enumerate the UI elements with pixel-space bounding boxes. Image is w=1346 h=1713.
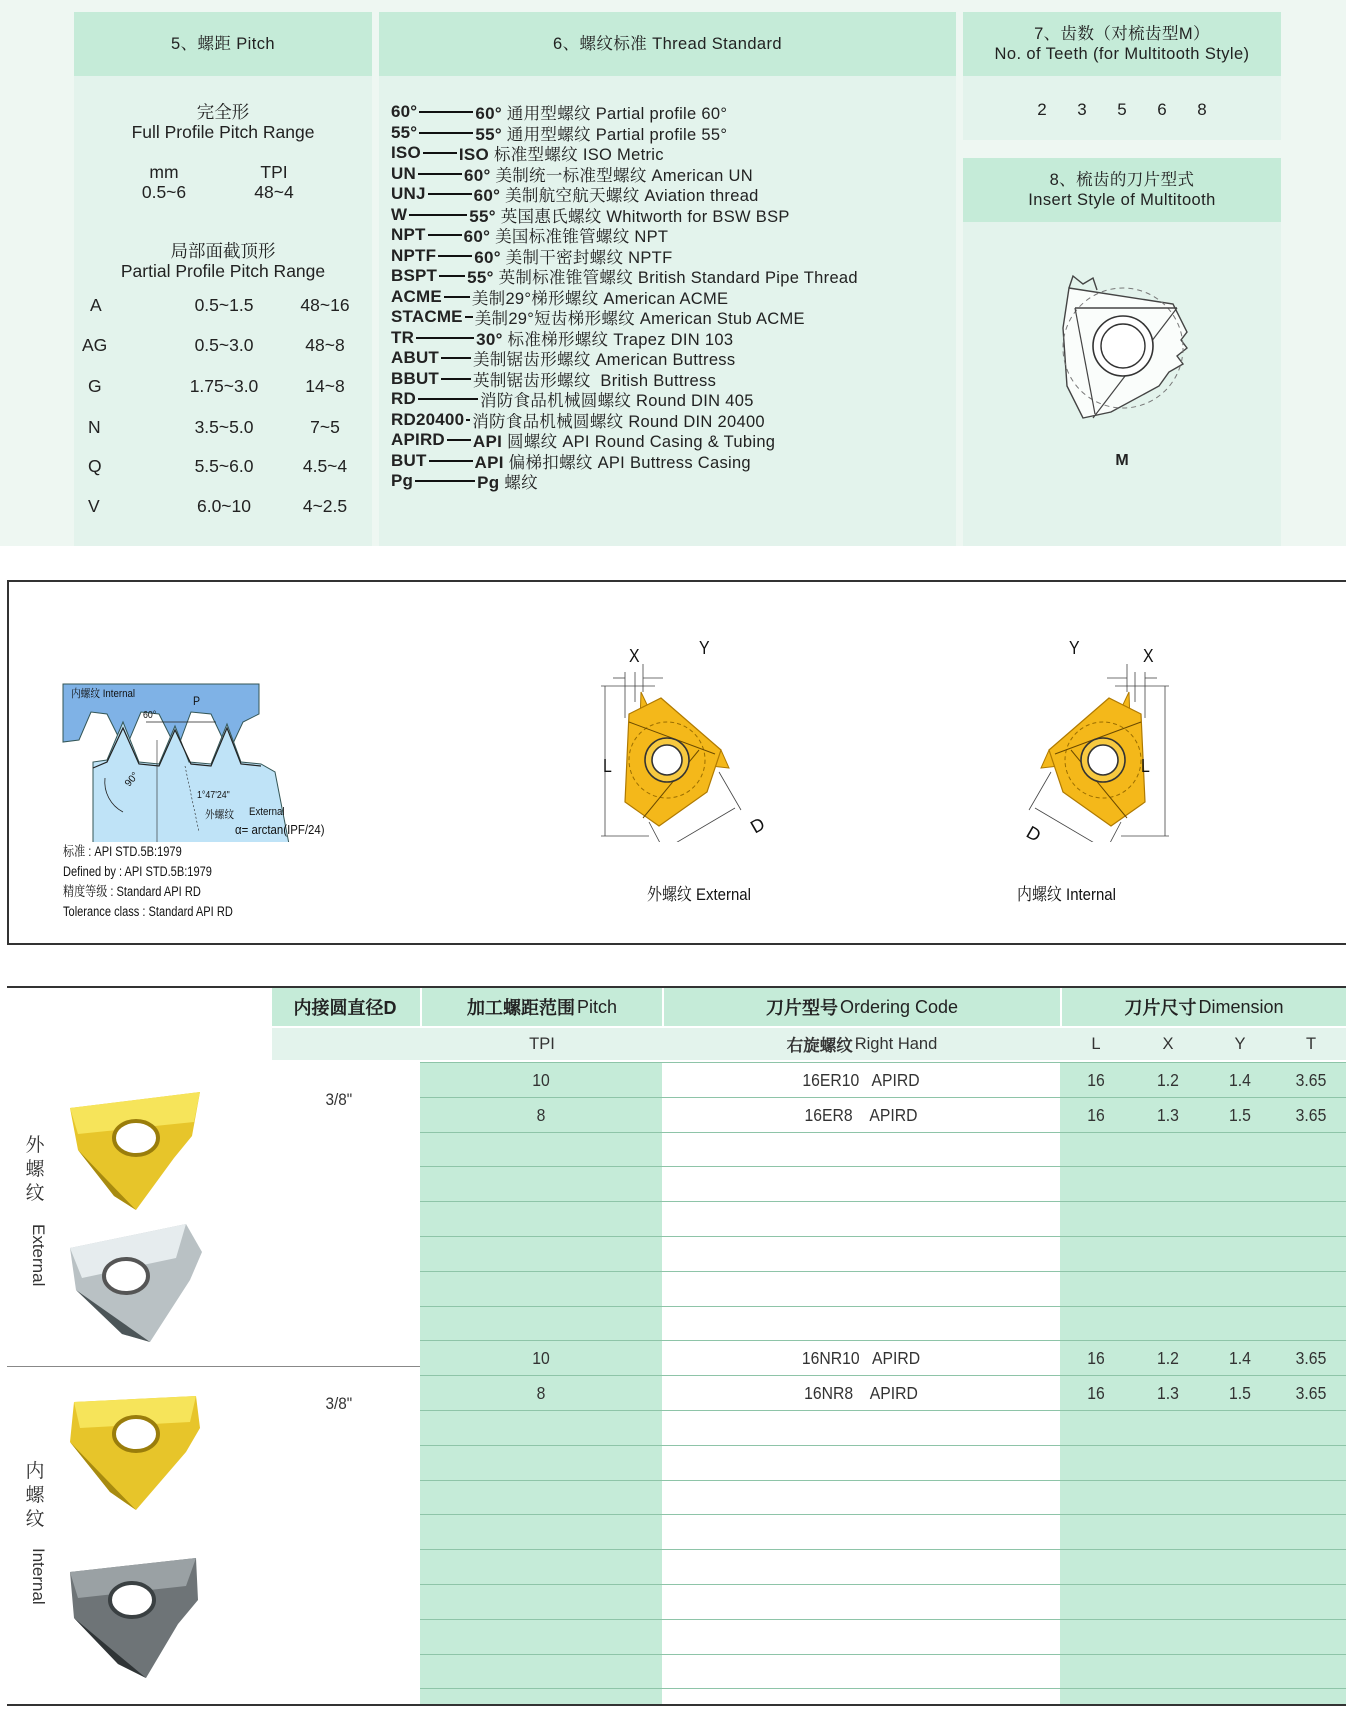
thread-standard-text: 标准型螺纹 ISO Metric — [489, 146, 664, 165]
thread-standard-row — [391, 287, 956, 308]
row-divider — [420, 1654, 1346, 1655]
internal-caption: 内螺纹 Internal — [1017, 885, 1116, 904]
formula-label: α= arctan(IPF/24) — [235, 822, 325, 837]
row-divider — [420, 1306, 1346, 1307]
partial-tpi: 48~16 — [300, 295, 350, 315]
thread-standard-row — [391, 143, 956, 164]
partial-tpi: 4.5~4 — [302, 456, 348, 476]
insert-style-title-en: Insert Style of Multitooth — [1028, 191, 1216, 209]
partial-mm: 0.5~1.5 — [194, 295, 254, 315]
cell-t: 3.65 — [1295, 1104, 1327, 1125]
cell-t: 3.65 — [1295, 1069, 1327, 1090]
partial-tpi: 4~2.5 — [302, 496, 348, 516]
std-cn: 标准 : API STD.5B:1979 — [63, 844, 182, 859]
partial-row — [74, 456, 372, 480]
dim-x-internal: X — [1143, 646, 1154, 666]
standard-info — [63, 842, 233, 922]
leader-line — [439, 275, 465, 277]
cell-l: 16 — [1087, 1347, 1105, 1368]
cell-code: 16ER8 APIRD — [804, 1104, 918, 1125]
insert-style-title — [963, 158, 1281, 222]
tpi-range: 48~4 — [254, 182, 294, 202]
leader-line — [416, 337, 474, 339]
header-pitch — [422, 988, 662, 1026]
thread-standard-code: BUT — [391, 450, 427, 470]
cell-tpi: 8 — [536, 1382, 546, 1403]
taper-angle-label: 1°47'24" — [197, 790, 230, 801]
thread-standard-row — [391, 328, 956, 349]
partial-profile-title-cn: 局部面截顶形 — [170, 241, 276, 261]
row-divider — [420, 1201, 1346, 1202]
leader-line — [444, 296, 470, 298]
header-pitch-cn: 加工螺距范围 — [466, 998, 575, 1018]
subheader-t: T — [1305, 1034, 1317, 1053]
header-code — [664, 988, 1060, 1026]
row-divider — [420, 1166, 1346, 1167]
thread-standard-panel — [379, 12, 956, 546]
teeth-values — [963, 100, 1281, 120]
profile-external-cn: 外螺纹 — [205, 809, 235, 821]
thread-standard-row — [391, 307, 956, 328]
thread-standard-angle: 30° — [476, 329, 503, 349]
thread-standard-text: 圆螺纹 API Round Casing & Tubing — [502, 433, 776, 452]
thread-standard-text: 美制航空航天螺纹 Aviation thread — [500, 187, 759, 206]
teeth-panel — [963, 12, 1281, 140]
thread-standard-angle: 55° — [469, 206, 496, 226]
external-label-en: External — [29, 1224, 48, 1287]
partial-mm: 6.0~10 — [196, 496, 251, 516]
thread-standard-code: W — [391, 204, 408, 224]
thread-standard-text: 标准梯形螺纹 Trapez DIN 103 — [502, 330, 734, 349]
thread-standard-code: RD20400 — [391, 409, 465, 429]
cell-t: 3.65 — [1295, 1382, 1327, 1403]
thread-standard-angle: 55° — [475, 124, 502, 144]
cell-y: 1.5 — [1229, 1104, 1251, 1125]
partial-tpi: 7~5 — [310, 417, 340, 437]
cell-y: 1.4 — [1229, 1069, 1251, 1090]
internal-insert-drawing — [977, 642, 1177, 842]
teeth-title-en: No. of Teeth (for Multitooth Style) — [994, 45, 1250, 63]
dim-l-external: L — [603, 756, 612, 776]
leader-line — [438, 255, 472, 257]
leader-line — [466, 419, 470, 421]
full-profile-title-cn: 完全形 — [196, 102, 250, 122]
cell-tpi: 10 — [532, 1347, 550, 1368]
thread-standard-text: 美制锯齿形螺纹 American Buttress — [473, 351, 736, 370]
leader-line — [429, 460, 473, 462]
cell-l: 16 — [1087, 1382, 1105, 1403]
thread-standard-text: 消防食品机械圆螺纹 Round DIN 20400 — [472, 412, 765, 431]
header-code-cn: 刀片型号 — [765, 998, 838, 1018]
thread-standard-angle: 60° — [473, 186, 501, 206]
dim-y-external: Y — [699, 638, 710, 658]
external-caption: 外螺纹 External — [647, 885, 751, 904]
cell-code: 16NR10 APIRD — [801, 1347, 921, 1368]
thread-standard-row — [391, 246, 956, 267]
thread-standard-row — [391, 471, 956, 492]
external-insert-drawing — [599, 642, 799, 842]
thread-standard-code: ACME — [391, 286, 442, 306]
external-diameter: 3/8" — [325, 1090, 353, 1109]
thread-standard-text: 消防食品机械圆螺纹 Round DIN 405 — [479, 392, 754, 411]
legend-band — [0, 0, 1346, 546]
leader-line — [428, 193, 472, 195]
cell-y: 1.4 — [1229, 1347, 1251, 1368]
header-dimension-en: Dimension — [1198, 996, 1284, 1017]
thread-standard-title: 6、螺纹标准 Thread Standard — [379, 12, 956, 76]
thread-standard-code: BBUT — [391, 368, 440, 388]
row-divider — [420, 1445, 1346, 1446]
pitch-panel — [74, 12, 372, 546]
header-pitch-en: Pitch — [576, 996, 618, 1017]
group-separator — [7, 1366, 420, 1367]
tol-cn: 精度等级 : Standard API RD — [63, 884, 201, 899]
thread-standard-row — [391, 348, 956, 369]
teeth-value: 5 — [1117, 100, 1127, 119]
partial-code: N — [88, 417, 101, 437]
table-bottom-rule — [7, 1704, 1346, 1706]
header-dimension-cn: 刀片尺寸 — [1124, 998, 1197, 1018]
row-divider — [420, 1584, 1346, 1585]
internal-label-cn: 内 螺 纹 — [25, 1461, 45, 1530]
subheader-l: L — [1091, 1034, 1101, 1053]
partial-row — [74, 376, 372, 400]
thread-standard-code: NPTF — [391, 245, 437, 265]
thread-standard-text: 偏梯扣螺纹 API Buttress Casing — [503, 453, 751, 472]
cell-tpi: 10 — [532, 1069, 550, 1090]
row-divider — [420, 1688, 1346, 1689]
internal-diameter: 3/8" — [325, 1394, 353, 1413]
row-divider — [420, 1271, 1346, 1272]
row-divider — [420, 1480, 1346, 1481]
partial-code: A — [90, 295, 102, 315]
thread-standard-row — [391, 266, 956, 287]
thread-standard-code: Pg — [391, 471, 414, 491]
leader-line — [428, 234, 462, 236]
partial-row — [74, 417, 372, 441]
tpi-label: TPI — [260, 162, 288, 182]
row-divider — [420, 1514, 1346, 1515]
thread-standard-text: 螺纹 — [499, 474, 538, 493]
internal-dark-insert-image — [66, 1554, 216, 1684]
thread-standard-text: 美制干密封螺纹 NPTF — [500, 248, 673, 267]
cell-code: 16NR8 APIRD — [804, 1382, 918, 1403]
dim-l-internal: L — [1141, 756, 1150, 776]
subheader-y: Y — [1234, 1034, 1246, 1053]
thread-standard-code: BSPT — [391, 266, 438, 286]
internal-label-en: Internal — [29, 1548, 48, 1605]
thread-standard-row — [391, 184, 956, 205]
thread-standard-code: NPT — [391, 225, 426, 245]
leader-line — [441, 378, 471, 380]
leader-line — [447, 439, 471, 441]
thread-standard-row — [391, 102, 956, 123]
thread-standard-row — [391, 451, 956, 472]
internal-gold-insert-image — [66, 1388, 216, 1518]
angle-60-label: 60° — [143, 710, 157, 721]
leader-line — [418, 398, 478, 400]
cell-x: 1.3 — [1157, 1382, 1179, 1403]
profile-external-en: External — [249, 806, 285, 818]
partial-code: G — [88, 376, 102, 396]
cell-tpi: 8 — [536, 1104, 546, 1125]
header-dimension — [1062, 988, 1346, 1026]
leader-line — [465, 316, 473, 318]
teeth-value: 3 — [1077, 100, 1087, 119]
header-diameter — [272, 988, 420, 1026]
dim-d-internal: D — [1023, 822, 1045, 846]
thread-standard-text: 美制统一标准型螺纹 American UN — [490, 166, 753, 185]
thread-standard-angle: 60° — [463, 227, 491, 247]
partial-mm: 5.5~6.0 — [194, 456, 254, 476]
thread-diagram-frame — [7, 580, 1346, 945]
thread-standard-row — [391, 389, 956, 410]
subheader-x: X — [1162, 1034, 1174, 1053]
thread-standard-code: RD — [391, 389, 416, 409]
row-divider — [420, 1236, 1346, 1237]
thread-standard-text: 通用型螺纹 Partial profile 60° — [501, 105, 728, 124]
thread-standard-text: 美制29°短齿梯形螺纹 American Stub ACME — [474, 310, 805, 329]
partial-mm: 1.75~3.0 — [189, 376, 259, 396]
thread-standard-text: 通用型螺纹 Partial profile 55° — [501, 125, 728, 144]
pitch-title: 5、螺距 Pitch — [74, 12, 372, 76]
partial-tpi: 14~8 — [305, 376, 345, 396]
full-profile-title-en: Full Profile Pitch Range — [131, 122, 315, 142]
dim-d-external: D — [747, 813, 769, 838]
leader-line — [415, 480, 475, 482]
thread-standard-code: APIRD — [391, 430, 445, 450]
thread-standard-angle: Pg — [477, 473, 500, 493]
thread-standard-code: UN — [391, 163, 416, 183]
cell-l: 16 — [1087, 1069, 1105, 1090]
external-silver-insert-image — [66, 1218, 216, 1348]
thread-standard-text: 美国标准锥管螺纹 NPT — [490, 228, 669, 247]
thread-standard-text: 英国惠氏螺纹 Whitworth for BSW BSP — [495, 207, 790, 226]
thread-standard-code: ABUT — [391, 348, 440, 368]
insert-table — [0, 986, 1346, 1713]
leader-line — [409, 214, 467, 216]
tol-en: Tolerance class : Standard API RD — [63, 904, 233, 919]
cell-x: 1.2 — [1157, 1347, 1179, 1368]
partial-tpi: 48~8 — [305, 335, 345, 355]
header-code-en: Ordering Code — [839, 996, 959, 1017]
partial-code: V — [88, 496, 100, 516]
subheader-tpi: TPI — [529, 1034, 555, 1053]
pitch-p-label: P — [193, 694, 201, 708]
mm-range: 0.5~6 — [141, 182, 187, 202]
insert-style-label: M — [1115, 452, 1129, 469]
partial-mm: 3.5~5.0 — [194, 417, 254, 437]
external-label-cn: 外 螺 纹 — [25, 1135, 45, 1204]
thread-standard-text: 英制标准锥管螺纹 British Standard Pipe Thread — [493, 269, 858, 288]
thread-standard-row — [391, 123, 956, 144]
partial-code: AG — [82, 335, 108, 355]
dim-x-external: X — [629, 646, 640, 666]
partial-mm: 0.5~3.0 — [194, 335, 254, 355]
cell-t: 3.65 — [1295, 1347, 1327, 1368]
thread-standard-code: 60° — [391, 102, 418, 122]
angle-90-label: 90° — [123, 770, 142, 790]
multitooth-insert-drawing — [1053, 268, 1203, 428]
leader-line — [419, 132, 473, 134]
thread-standard-code: UNJ — [391, 184, 426, 204]
cell-y: 1.5 — [1229, 1382, 1251, 1403]
header-diameter-text: 内接圆直径D — [293, 998, 397, 1018]
leader-line — [441, 357, 471, 359]
thread-standard-angle: API — [474, 452, 504, 472]
partial-profile-title-en: Partial Profile Pitch Range — [120, 261, 326, 281]
teeth-title — [963, 12, 1281, 76]
profile-internal-label: 内螺纹 Internal — [71, 688, 136, 700]
thread-standard-code: 55° — [391, 122, 418, 142]
thread-standard-code: STACME — [391, 307, 463, 327]
partial-row — [74, 496, 372, 520]
thread-standard-list — [391, 102, 956, 492]
thread-standard-code: TR — [391, 327, 415, 347]
thread-standard-text: 英制锯齿形螺纹 British Buttress — [473, 371, 717, 390]
leader-line — [419, 111, 473, 113]
teeth-value: 2 — [1037, 100, 1047, 119]
cell-x: 1.3 — [1157, 1104, 1179, 1125]
external-gold-insert-image — [64, 1086, 214, 1216]
cell-x: 1.2 — [1157, 1069, 1179, 1090]
cell-code: 16ER10 APIRD — [802, 1069, 920, 1090]
std-en: Defined by : API STD.5B:1979 — [63, 864, 212, 879]
thread-standard-angle: ISO — [458, 145, 490, 165]
row-divider — [420, 1619, 1346, 1620]
leader-line — [418, 173, 462, 175]
thread-standard-row — [391, 369, 956, 390]
thread-standard-row — [391, 205, 956, 226]
thread-standard-row — [391, 410, 956, 431]
subheader-rh-cn: 右旋螺纹 — [786, 1037, 853, 1055]
thread-standard-angle: 55° — [467, 268, 494, 288]
thread-standard-text: 美制29°梯形螺纹 American ACME — [471, 289, 729, 308]
subheader-right-hand — [664, 1028, 1060, 1060]
insert-style-panel — [963, 158, 1281, 546]
row-divider — [420, 1549, 1346, 1550]
thread-standard-row — [391, 430, 956, 451]
thread-standard-code: ISO — [391, 143, 421, 163]
leader-line — [423, 152, 457, 154]
thread-standard-row — [391, 225, 956, 246]
thread-standard-angle: 60° — [474, 247, 501, 267]
mm-label: mm — [149, 162, 179, 182]
thread-standard-desc — [477, 469, 538, 493]
insert-style-title-cn: 8、梳齿的刀片型式 — [1049, 171, 1195, 189]
cell-l: 16 — [1087, 1104, 1105, 1125]
partial-row — [74, 295, 372, 319]
thread-standard-angle: API — [472, 432, 503, 452]
partial-code: Q — [88, 456, 102, 476]
teeth-value: 8 — [1197, 100, 1207, 119]
thread-standard-angle: 60° — [475, 104, 502, 124]
teeth-title-cn: 7、齿数（对梳齿型M） — [1034, 25, 1210, 43]
teeth-value: 6 — [1157, 100, 1167, 119]
dim-y-internal: Y — [1069, 638, 1080, 658]
thread-standard-row — [391, 164, 956, 185]
partial-row — [74, 335, 372, 359]
subheader-rh-en: Right Hand — [854, 1034, 938, 1053]
thread-standard-angle: 60° — [463, 165, 491, 185]
